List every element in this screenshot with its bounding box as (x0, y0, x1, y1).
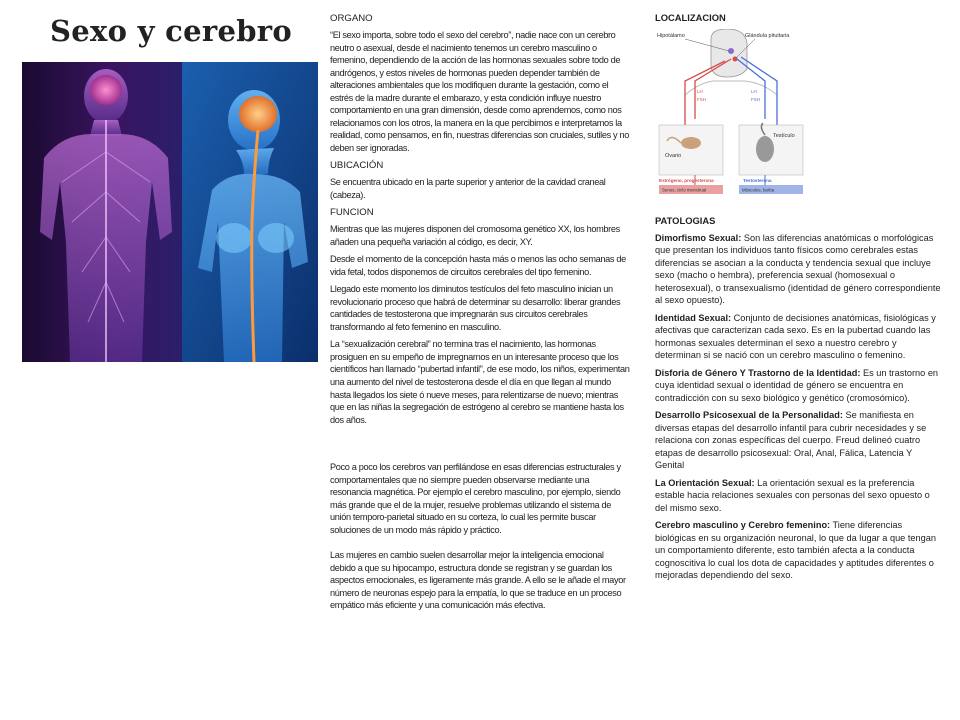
patologia-text: Tiene diferencias biológicas en su organización neuronal, lo que da lugar a que tengan un comportamiento diferente, esto también afecta a la conducta cognoscitiva lo cual los dota de capacidades y aptitudes diferentes o mejoradas dependiendo del sexo. (655, 520, 936, 581)
senos-label: Senos, ciclo menstrual (662, 187, 707, 193)
organo-heading: ORGANO (330, 13, 373, 24)
patologia-text: Se manifiesta en diversas etapas del desarrollo infantil para cubrir necesidades y se relaciona con zonas específicas del cuerpo. Freud delineó cuatro etapas de desarrollo psicosexual: Oral, Anal, Fálica, Latencia Y Genital (655, 410, 927, 471)
testosterona-label: Testosterona (743, 177, 772, 183)
patologias-heading: PATOLOGIAS (655, 214, 716, 226)
brain-differences-paragraph: Poco a poco los cerebros van perfilándose en esas diferencias estructurales y comportamentales que no siempre pueden observarse mediante una resonancia magnética. Por ejemplo el cerebro masculino, por ejemplo, siendo más grande que el de la mujer, resuelve problemas utilizando el sistema de unión temporo-parietal situado en su corteza, lo cual les permite buscar soluciones de un modo más rápido y práctico. (330, 462, 621, 535)
lh-label-male: LH (751, 88, 757, 94)
funcion-paragraph-4: La “sexualización cerebral” no termina tras el nacimiento, las hormonas prosiguen en su empeño de impregnarnos en un interesante proceso que los científicos han llamado “pubertad infantil”, de ese modo, los niños, experimentan una aumento del nivel de testosterona desde el día en que llegan al mundo hasta llegados los siete ó nueve meses, para relentizarse de nuevo; mientras que en las niñas la segregación de estrógeno al cerebro se mantiene hasta los dos años. (330, 339, 630, 425)
patologia-item (655, 312, 941, 362)
patologia-item (655, 477, 941, 515)
patologia-item (655, 367, 941, 405)
ubicacion-text: Se encuentra ubicado en la parte superior y anterior de la cavidad craneal (cabeza). (330, 177, 606, 200)
patologia-item (655, 409, 941, 472)
male-female-brain-illustration (22, 62, 318, 362)
patologia-item (655, 232, 941, 307)
funcion-heading: FUNCION (330, 207, 374, 219)
lh-label-female: LH (697, 88, 703, 94)
funcion-paragraph-3: Llegado este momento los diminutos testículos del feto masculino inician un revolucionario proceso que habrá de determinar su desarrollo: liberar grandes cantidades de testosterona que impregnarán sus circuitos cerebrales transformando al feto femenino en masculino. (330, 284, 621, 332)
patologia-term: Identidad Sexual: (655, 312, 732, 323)
localizacion-heading: LOCALIZACION (655, 12, 726, 23)
hormone-pathway-diagram (655, 29, 807, 195)
page-title: Sexo y cerebro (50, 14, 293, 48)
funcion-paragraph-1: Mientras que las mujeres disponen del cromosoma genético XX, los hombres añaden una pequeña variación al código, es decir, XY. (330, 224, 620, 247)
patologia-term: Cerebro masculino y Cerebro femenino: (655, 520, 831, 531)
patologia-text: Conjunto de decisiones anatómicas, fisiológicas y afectivas que caracterizan cada sexo. Es en la pubertad cuando las hormonas sexuales determinan el sexo a nuestro cerebro y determinan si se nació con un cerebro masculino o femenino. (655, 312, 936, 361)
organo-text: “El sexo importa, sobre todo el sexo del cerebro”, nadie nace con un cerebro neutro o asexual, desde el nacimiento tenemos un cerebro masculino o femenino, dependiendo de la acción de las hormonas sexuales sobre todo de andrógenos, y estos niveles de hormonas pueden depender también de alteraciones ambientales que los modifiquen durante la gestación, como el estrés de la madre durante el embarazo, y esta condición influye nuestro comportamiento en una gran dimensión, desde como aprendemos, como nos relacionamos con los otros, la manera en la que percibimos e interpretamos la realidad, como pensamos, en fin, nuestras diferencias son cruciales, sutiles y no deben ser ignoradas. (330, 30, 629, 153)
hipotalamo-label: Hipotálamo (657, 32, 685, 39)
ubicacion-heading: UBICACIÓN (330, 160, 384, 172)
spacer (330, 541, 630, 549)
patologia-term: Dimorfismo Sexual: (655, 232, 742, 243)
estrogenos-label: Estrógeno, progesterona (659, 177, 714, 183)
testiculo-label: Testículo (773, 132, 795, 139)
ovario-label: Ovario (665, 152, 682, 159)
glandula-label: Glándula pituitaria (745, 32, 790, 39)
right-column (655, 12, 941, 587)
emotional-intelligence-paragraph: Las mujeres en cambio suelen desarrollar mejor la inteligencia emocional debido a que su hipocampo, estructura donde se registran y se guardan los aspectos emocionales, es ligeramente más grande. A ello se le añade el mayor número de neuronas espejo para la empatía, lo que se traduce en un proceso empático más eficiente y una comunicación más efectiva. (330, 550, 626, 611)
musculos-label: Músculos, barba (742, 187, 775, 193)
patologia-term: Desarrollo Psicosexual de la Personalidad: (655, 410, 843, 421)
fsh-label-male: FSH (751, 96, 760, 102)
patologia-term: Disforia de Género Y Trastorno de la Identidad: (655, 367, 861, 378)
spacer (330, 431, 630, 461)
patologia-text: Son las diferencias anatómicas o morfológicas que presentan los individuos tanto físicos como cerebrales estas diferencias se asocian a la conducta y tendencia sexual que incluye sexo (macho o hembra), preferencia sexual (homosexual o heterosexual), o transexualismo (identidad de género correspondiente al sexo opuesto). (655, 232, 941, 306)
funcion-paragraph-2: Desde el momento de la concepción hasta más o menos las ocho semanas de vida fetal, todos disponemos de circuitos cerebrales del tipo femenino. (330, 254, 626, 277)
middle-column (330, 12, 630, 617)
patologia-term: La Orientación Sexual: (655, 477, 755, 488)
patologia-item (655, 519, 941, 582)
fsh-label-female: FSH (697, 96, 706, 102)
patologia-text: La orientación sexual es la preferencia estable hacia relaciones sexuales con personas del sexo opuesto o del mismo sexo. (655, 477, 930, 513)
patologia-text: Es un trastorno en cuya identidad sexual o identidad de género se encuentra en contradicción con su sexo biológico y genético (cromosómico). (655, 367, 939, 403)
